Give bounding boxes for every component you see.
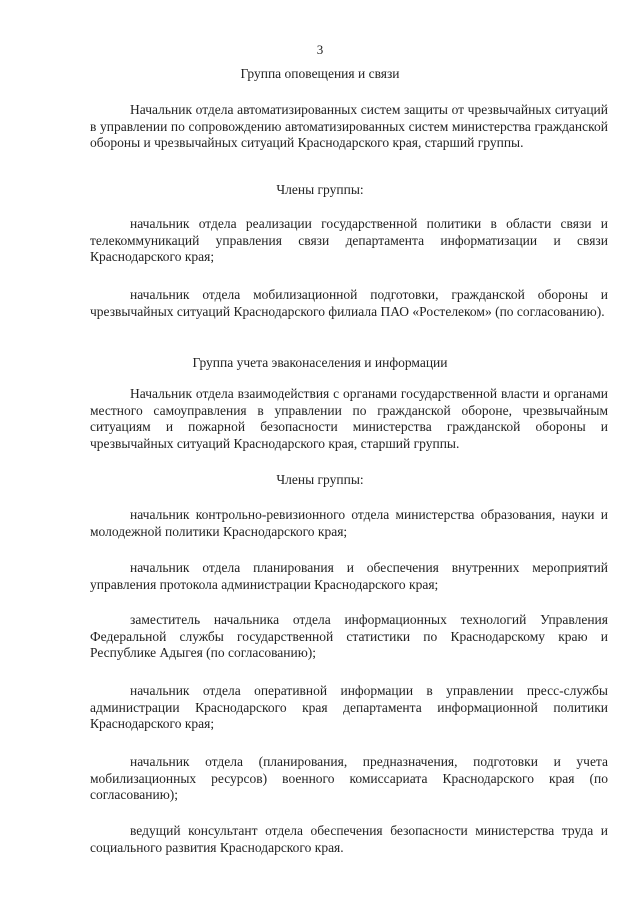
member-item: начальник отдела реализации государственной политики в области связи и телекоммуникаций управления связи департамента информатизации и связи Краснодарского края; [90, 216, 608, 264]
member-item: заместитель начальника отдела информационных технологий Управления Федеральной службы государственной статистики по Краснодарскому краю и Республике Адыгея (по согласованию); [90, 612, 608, 660]
page-number: 3 [316, 42, 324, 57]
member-item: начальник контрольно-ревизионного отдела министерства образования, науки и молодежной политики Краснодарского края; [90, 507, 608, 539]
member-item: начальник отдела (планирования, предназначения, подготовки и учета мобилизационных ресурсов) военного комиссариата Краснодарского края (по согласованию); [90, 754, 608, 802]
members-heading: Члены группы: [276, 472, 364, 487]
member-item: начальник отдела оперативной информации в управлении пресс-службы администрации Краснодарского края департамента информационной политики Краснодарского края; [90, 683, 608, 731]
group-head-paragraph: Начальник отдела автоматизированных систем защиты от чрезвычайных ситуаций в управлении по сопровождению автоматизированных систем министерства гражданской обороны и чрезвычайных ситуаций Краснодарского края, старший группы. [90, 102, 608, 150]
member-item: начальник отдела планирования и обеспечения внутренних мероприятий управления протокола администрации Краснодарского края; [90, 560, 608, 592]
member-item: начальник отдела мобилизационной подготовки, гражданской обороны и чрезвычайных ситуаций Краснодарского филиала ПАО «Ростелеком» (по согласованию). [90, 287, 608, 319]
section-title-notification: Группа оповещения и связи [240, 66, 400, 81]
member-item: ведущий консультант отдела обеспечения безопасности министерства труда и социального развития Краснодарского края. [90, 823, 608, 855]
section-title-evacuation: Группа учета эваконаселения и информации [192, 355, 448, 370]
members-heading: Члены группы: [276, 182, 364, 197]
group-head-paragraph: Начальник отдела взаимодействия с органами государственной власти и органами местного самоуправления в управлении по гражданской обороне, чрезвычайным ситуациям и пожарной безопасности министерства гражданской обороны и чрезвычайных ситуаций Краснодарского края, старший группы. [90, 386, 608, 451]
